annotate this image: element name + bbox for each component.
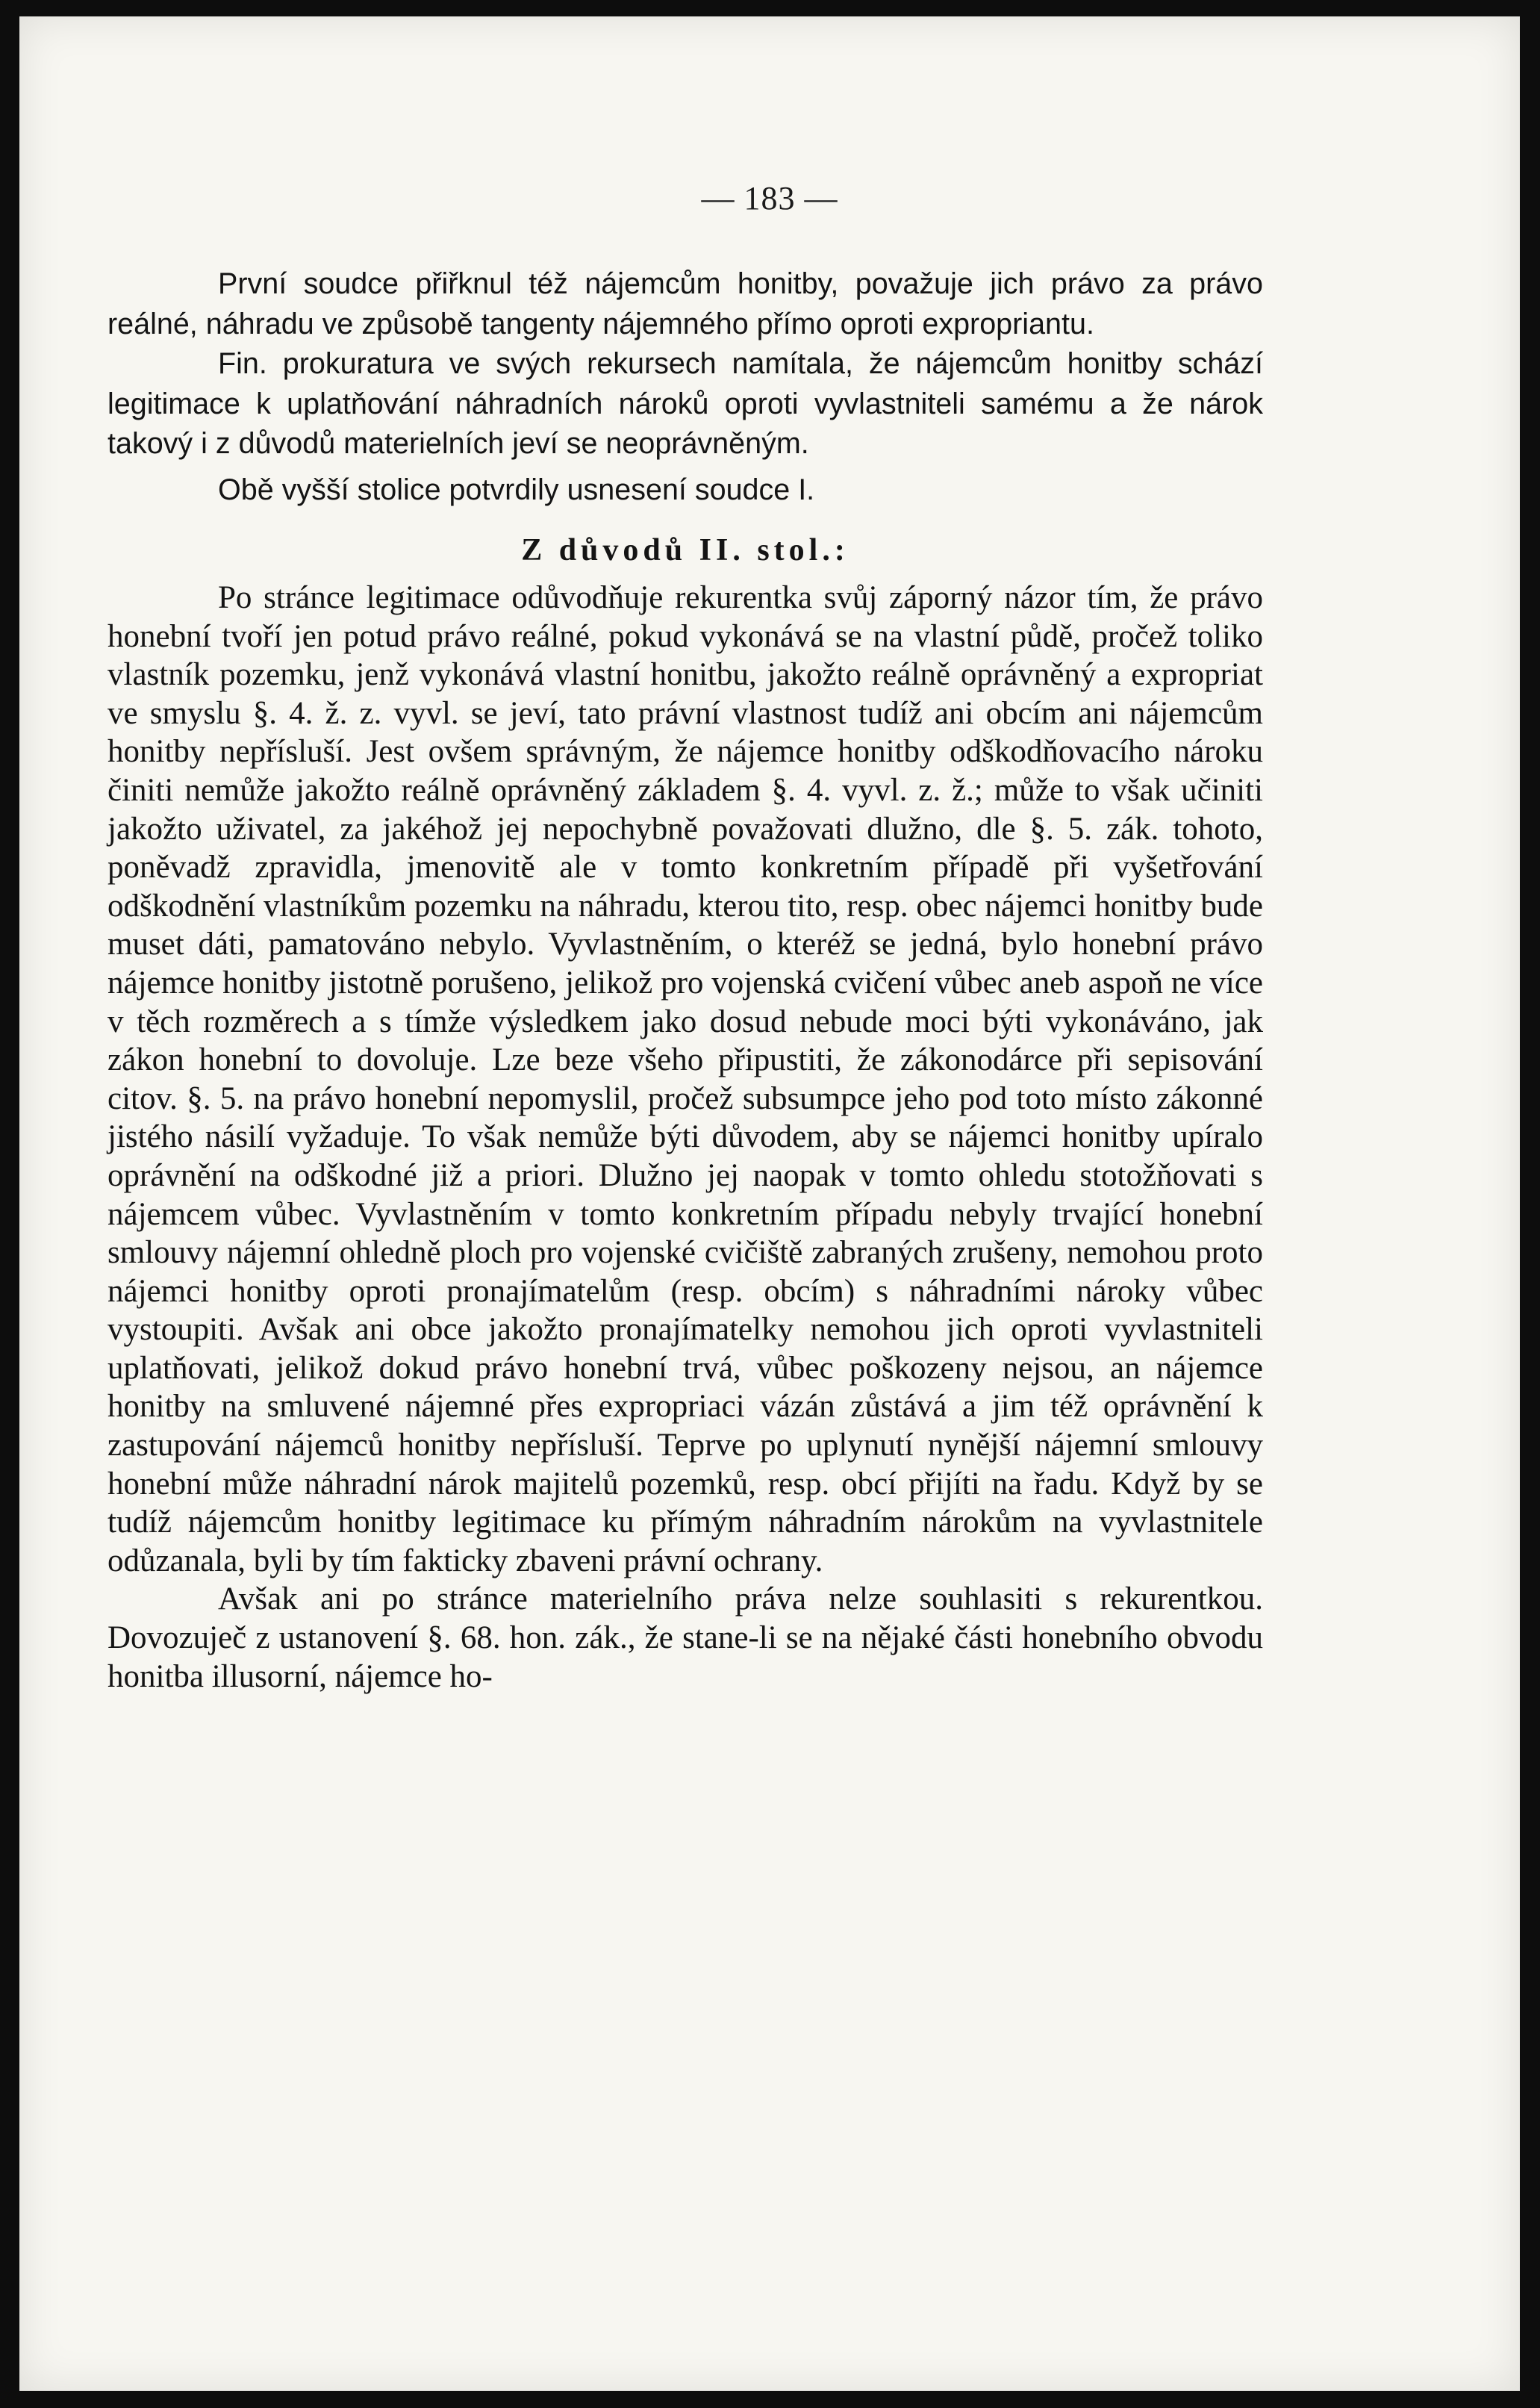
document-page [19, 16, 1520, 2391]
spacer [107, 464, 1263, 470]
paragraph-higher-courts: Obě vyšší stolice potvrdily usnesení soudce I. [218, 473, 815, 506]
body-text [107, 264, 1263, 1696]
page-number: — 183 — [701, 180, 838, 217]
paragraph-prokuratura: Fin. prokuratura ve svých rekursech namítala, že nájemcům honitby schází legitimace k uplatňování náhradních nároků oproti vyvlastniteli samému a že nárok takový i z důvodů materielních jeví se neoprávněným. [107, 347, 1263, 460]
section-heading: Z důvodů II. stol.: [521, 533, 850, 567]
paragraph-legitimace: Po stránce legitimace odůvodňuje rekurentka svůj záporný názor tím, že právo honební tvoří jen potud právo reálné, pokud vykonává se na vlastní půdě, pročež toliko vlastník pozemku, jenž vykonává vlastní honitbu, jakožto reálně oprávněný a expropriat ve smyslu §. 4. ž. z. vyvl. se jeví, tato právní vlastnost tudíž ani obcím ani nájemcům honitby nepřísluší. Jest ovšem správným, že nájemce honitby odškodňovacího nároku činiti nemůže jakožto reálně oprávněný základem §. 4. vyvl. z. ž.; může to však učiniti jakožto uživatel, za jakéhož jej nepochybně považovati dlužno, dle §. 5. zák. tohoto, poněvadž zpravidla, jmenovitě ale v tomto konkretním případě při vyšetřování odškodnění vlastníkům pozemku na náhradu, kterou tito, resp. obec nájemci honitby bude muset dáti, pamatováno nebylo. Vyvlastněním, o kteréž se jedná, bylo honební právo nájemce honitby jistotně porušeno, jelikož pro vojenská cvičení vůbec aneb aspoň ne více v těch rozměrech a s tímže výsledkem jako dosud nebude moci býti vykonáváno, jak zákon honební to dovoluje. Lze beze všeho připustiti, že zákonodárce při sepisování citov. §. 5. na právo honební nepomyslil, pročež subsumpce jeho pod toto místo zákonné jistého násilí vyžaduje. To však nemůže býti důvodem, aby se nájemci honitby upíralo oprávnění na odškodné již a priori. Dlužno jej naopak v tomto ohledu stotožňovati s nájemcem vůbec. Vyvlastněním v tomto konkretním případu nebyly trvající honební smlouvy nájemní ohledně ploch pro vojenské cvičiště zabraných zrušeny, nemohou proto nájemci honitby oproti pronajímatelům (resp. obcím) s náhradními nároky vůbec vystoupiti. Avšak ani obce jakožto pronajímatelky nemohou jich oproti vyvlastniteli uplatňovati, jelikož dokud právo honební trvá, vůbec poškozeny nejsou, an nájemce honitby na smluvené nájemné přes expropriaci vázán zůstává a jim též oprávnění k zastupování nájemců honitby nepřísluší. Teprve po uplynutí nynější nájemní smlouvy honební může náhradní nárok majitelů pozemků, resp. obcí přijíti na řadu. Když by se tudíž nájemcům honitby legitimace ku přímým náhradním nárokům na vyvlastnitele odůzanala, byli by tím fakticky zbaveni právní ochrany. [107, 580, 1263, 1578]
paragraph-materielni-pravo: Avšak ani po stránce materielního práva nelze souhlasiti s rekurentkou. Dovozuječ z ustanovení §. 68. hon. zák., že stane-li se na nějaké části honebního obvodu honitba illusorní, nájemce ho- [107, 1581, 1263, 1694]
paragraph-first-judge: První soudce přiřknul též nájemcům honitby, považuje jich právo za právo reálné, náhradu ve způsobě tangenty nájemného přímo oproti expropriantu. [107, 267, 1263, 340]
